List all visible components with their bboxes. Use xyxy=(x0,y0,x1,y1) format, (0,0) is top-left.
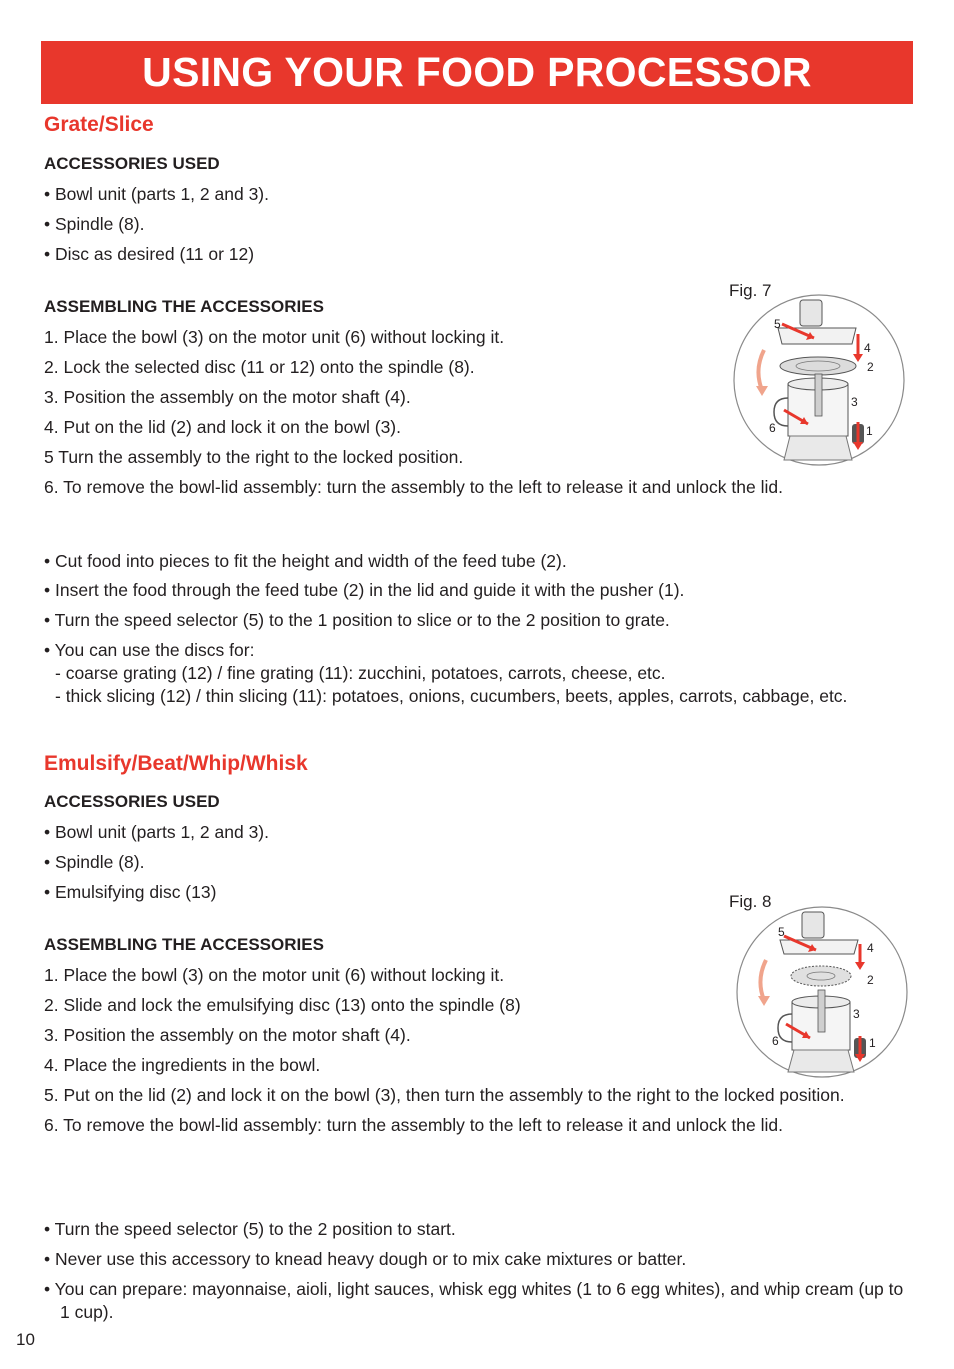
grate-tip: • Turn the speed selector (5) to the 1 position to slice or to the 2 position to grate. xyxy=(44,610,670,630)
emulsify-accessory-item: • Spindle (8). xyxy=(44,852,145,872)
fig7-label: Fig. 7 xyxy=(729,281,772,300)
grate-tip: • Insert the food through the feed tube (2) in the lid and guide it with the pusher (1). xyxy=(44,580,685,600)
fig8-label: Fig. 8 xyxy=(729,892,772,911)
grate-disc-use: - coarse grating (12) / fine grating (11): zucchini, potatoes, carrots, cheese, etc. xyxy=(55,663,666,683)
grate-slice-heading: Grate/Slice xyxy=(44,113,154,136)
grate-step: 1. Place the bowl (3) on the motor unit (6) without locking it. xyxy=(44,327,505,347)
fig7-callout: 6 xyxy=(769,421,776,435)
fig8-emulsifying-disc xyxy=(791,966,851,986)
emulsify-accessory-item: • Bowl unit (parts 1, 2 and 3). xyxy=(44,822,269,842)
grate-step: 4. Put on the lid (2) and lock it on the bowl (3). xyxy=(44,417,401,437)
title-banner xyxy=(41,41,913,104)
grate-accessory-item: • Disc as desired (11 or 12) xyxy=(44,244,255,264)
fig8-motor-unit xyxy=(788,1050,854,1072)
emulsify-step: 3. Position the assembly on the motor shaft (4). xyxy=(44,1025,411,1045)
grate-step: 5 Turn the assembly to the right to the locked position. xyxy=(44,447,464,467)
emulsify-step: 4. Place the ingredients in the bowl. xyxy=(44,1055,321,1075)
fig7-spindle xyxy=(815,374,822,416)
fig8-spindle xyxy=(818,990,825,1032)
emulsify-step: 2. Slide and lock the emulsifying disc (13) onto the spindle (8) xyxy=(44,995,521,1015)
emulsify-step: 5. Put on the lid (2) and lock it on the bowl (3), then turn the assembly to the right to the locked position. xyxy=(44,1085,845,1105)
fig8-lid xyxy=(780,940,858,954)
grate-step: 3. Position the assembly on the motor shaft (4). xyxy=(44,387,411,407)
fig7-pusher xyxy=(800,300,822,326)
fig8-callout: 4 xyxy=(867,941,874,955)
emulsify-tip: • You can prepare: mayonnaise, aioli, light sauces, whisk egg whites (1 to 6 egg whites), and whip cream (up to 1 cup). xyxy=(44,1279,904,1322)
fig7-callout: 4 xyxy=(864,341,871,355)
emulsify-tip: • Turn the speed selector (5) to the 2 position to start. xyxy=(44,1219,456,1239)
emulsify-accessory-item: • Emulsifying disc (13) xyxy=(44,882,217,902)
grate-accessory-item: • Spindle (8). xyxy=(44,214,145,234)
grate-disc-use: - thick slicing (12) / thin slicing (11): potatoes, onions, cucumbers, beets, apples, carrots, cabbage, etc. xyxy=(55,686,848,706)
emulsify-step: 1. Place the bowl (3) on the motor unit (6) without locking it. xyxy=(44,965,505,985)
fig8-callout: 6 xyxy=(772,1034,779,1048)
grate-step: 6. To remove the bowl-lid assembly: turn the assembly to the left to release it and unlock the lid. xyxy=(44,477,783,497)
fig8-illustration xyxy=(732,906,912,1080)
fig8-callout: 1 xyxy=(869,1036,876,1050)
fig7-callout: 5 xyxy=(774,317,781,331)
emulsify-heading: Emulsify/Beat/Whip/Whisk xyxy=(44,752,308,775)
fig8-callout: 5 xyxy=(778,925,785,939)
page-title: USING YOUR FOOD PROCESSOR xyxy=(142,49,812,95)
fig7-motor-unit xyxy=(784,436,852,460)
emulsify-accessories-heading: ACCESSORIES USED xyxy=(44,792,220,811)
fig7-callout: 1 xyxy=(866,424,873,438)
grate-accessories-heading: ACCESSORIES USED xyxy=(44,154,220,173)
grate-tip: • You can use the discs for: xyxy=(44,640,255,660)
fig8-callout: 3 xyxy=(853,1007,860,1021)
fig7-callout: 2 xyxy=(867,360,874,374)
fig8-callout: 2 xyxy=(867,973,874,987)
fig7-callout: 3 xyxy=(851,395,858,409)
emulsify-assembling-heading: ASSEMBLING THE ACCESSORIES xyxy=(44,935,324,954)
fig8-pusher xyxy=(802,912,824,938)
fig7-illustration xyxy=(728,294,910,470)
page-number: 10 xyxy=(16,1330,35,1349)
grate-tip: • Cut food into pieces to fit the height and width of the feed tube (2). xyxy=(44,551,567,571)
grate-step: 2. Lock the selected disc (11 or 12) onto the spindle (8). xyxy=(44,357,475,377)
grate-accessory-item: • Bowl unit (parts 1, 2 and 3). xyxy=(44,184,269,204)
emulsify-tip: • Never use this accessory to knead heavy dough or to mix cake mixtures or batter. xyxy=(44,1249,687,1269)
fig7-lid xyxy=(778,328,856,344)
grate-assembling-heading: ASSEMBLING THE ACCESSORIES xyxy=(44,297,324,316)
fig7-disc xyxy=(780,357,856,375)
emulsify-step: 6. To remove the bowl-lid assembly: turn the assembly to the left to release it and unlock the lid. xyxy=(44,1115,783,1135)
